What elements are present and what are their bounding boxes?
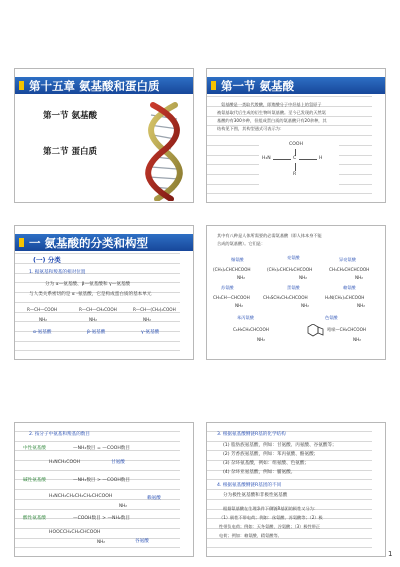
section-title: 第一节 氨基酸 xyxy=(221,78,295,93)
definition-line-4: 结构见下图，其构型通式可表示为： xyxy=(217,126,285,131)
glutamic-label: 谷氨酸 xyxy=(135,539,149,544)
page-number: 1 xyxy=(388,550,393,558)
phenylalanine-formula: C₆H₅CH₂CHCOOH xyxy=(233,327,269,332)
formula-cooh: COOH xyxy=(289,142,303,147)
threonine-amino: NH₂ xyxy=(235,303,243,308)
isoleucine-amino: NH₂ xyxy=(355,275,363,280)
section-item-1: 第一节 氨基酸 xyxy=(43,111,97,121)
r-group-item-2: (2) 芳香族氨基酸，例如：苯丙氨酸、酪氨酸； xyxy=(223,452,319,457)
section-item-2: 第二节 蛋白质 xyxy=(43,147,97,157)
methionine-label: 蛋氨酸 xyxy=(287,285,300,290)
slide-title-bar xyxy=(207,77,385,94)
slide-1[interactable] xyxy=(14,68,194,203)
acidic-rule: —COOH数目 > —NH₂数目 xyxy=(73,516,130,521)
slide-2[interactable] xyxy=(206,68,386,203)
threonine-formula: CH₃CH—CHCOOH xyxy=(213,295,250,300)
isoleucine-label: 异亮氨酸 xyxy=(339,257,356,262)
basic-rule: —NH₂数目 > —COOH数目 xyxy=(73,478,130,483)
glutamic-formula: HOOCCH₂CH₂CHCOOH xyxy=(49,530,101,535)
classification-line-1: 分为 α—氨基酸、β—氨基酸和 γ—氨基酸 xyxy=(45,282,131,287)
acidic-name: 酸性氨基酸 xyxy=(23,516,46,521)
count-heading: 2. 按分子中氨基和羧基的数目 xyxy=(29,432,90,437)
lysine-formula: H₂N(CH₂)₄CHCOOH xyxy=(325,295,365,300)
slide-6[interactable] xyxy=(206,422,386,557)
gamma-structure: R—CH—(CH₂)₂COOH xyxy=(133,307,176,312)
leucine-formula: (CH₃)₂CHCH₂CHCOOH xyxy=(267,267,313,272)
lysine-formula: H₂NCH₂CH₂CH₂CH₂CHCOOH xyxy=(49,494,113,499)
alpha-structure: R—CH—COOH xyxy=(27,307,58,312)
classification-heading: 1. 据氨基和羧基的相对位置 xyxy=(29,270,86,275)
definition-line-1: 氨基酸是一类取代羧酸，即羧酸分子中烃基上的氢原子 xyxy=(221,102,322,107)
slide-title-bar xyxy=(15,234,193,251)
beta-label: β-氨基酸 xyxy=(87,330,106,335)
formula-amino: H₂N xyxy=(262,156,271,161)
polarity-line-4: 电荷；例如：赖氨酸、精氨酸等。 xyxy=(219,533,282,538)
glycine-label: 甘氨酸 xyxy=(111,460,125,465)
leucine-label: 亮氨酸 xyxy=(287,255,300,260)
polarity-heading: 4. 根据氨基酸侧链R基团的不同 xyxy=(217,483,282,488)
gamma-label: γ-氨基酸 xyxy=(141,330,160,335)
chapter-title: 第十五章 氨基酸和蛋白质 xyxy=(29,78,160,93)
definition-line-3: 基酸约有300多种，但组成蛋白质的氨基酸只有20余种，其 xyxy=(217,118,327,123)
beta-amino: NH₂ xyxy=(89,317,97,322)
phenylalanine-label: 苯丙氨酸 xyxy=(237,315,254,320)
r-group-item-1: (1) 脂肪族氨基酸，例如：甘氨酸、丙氨酸、谷氨酸等； xyxy=(223,443,337,448)
valine-formula: (CH₃)₂CHCHCOOH xyxy=(213,267,251,272)
valine-label: 缬氨酸 xyxy=(231,257,244,262)
r-group-item-4: (4) 杂环亚氨基酸，例如：脯氨酸。 xyxy=(223,470,296,475)
definition-line-2: 被氨基取代后生成的衍生物叫氨基酸。至今已发现的天然氨 xyxy=(217,110,326,115)
polarity-line-1: 根据氨基酸在生理条件下侧链R基团的极性又分为： xyxy=(223,506,319,511)
classification-line-2: 与人类关系密切的是 α -氨基酸，它是构成蛋白质的基本单元 xyxy=(29,292,152,297)
formula-center: C xyxy=(293,156,297,161)
indole-ring-icon xyxy=(303,324,325,342)
formula-h: H xyxy=(319,156,323,161)
beta-structure: R—CH—CH₂COOH xyxy=(79,307,117,312)
basic-name: 碱性氨基酸 xyxy=(23,478,46,483)
alpha-label: α-氨基酸 xyxy=(33,330,52,335)
glycine-formula: H₂NCH₂COOH xyxy=(49,460,81,465)
lysine-amino: NH₂ xyxy=(119,503,127,508)
threonine-label: 苏氨酸 xyxy=(221,285,234,290)
ruled-lines xyxy=(15,423,180,557)
lysine-label: 赖氨酸 xyxy=(343,285,356,290)
phenylalanine-amino: NH₂ xyxy=(257,337,265,342)
neutral-rule: —NH₂数目 = —COOH数目 xyxy=(73,446,130,451)
subsection-title: (一) 分类 xyxy=(33,256,61,264)
bond-left xyxy=(273,159,291,160)
leucine-amino: NH₂ xyxy=(299,275,307,280)
bond-bottom xyxy=(295,163,296,171)
neutral-name: 中性氨基酸 xyxy=(23,446,46,451)
slide-3[interactable] xyxy=(14,225,194,360)
r-group-heading: 3. 根据氨基酸侧链R基的化学结构 xyxy=(217,432,286,437)
tryptophan-label: 色氨酸 xyxy=(325,315,338,320)
glutamic-amino: NH₂ xyxy=(97,539,105,544)
tryptophan-formula: 吲哚—CH₂CHCOOH xyxy=(327,327,367,332)
essential-intro-2: 合成的氨基酸）。它们是： xyxy=(217,241,266,246)
gamma-amino: NH₂ xyxy=(143,317,151,322)
tryptophan-amino: NH₂ xyxy=(353,337,361,342)
lysine-label: 赖氨酸 xyxy=(147,496,161,501)
r-group-item-3: (3) 杂环氨基酸，例如：组氨酸、色氨酸； xyxy=(223,461,310,466)
slide-title-bar xyxy=(15,77,193,94)
polarity-subline: 分为极性氨基酸和非极性氨基酸 xyxy=(223,493,288,498)
isoleucine-formula: CH₃CH₂CHCHCOOH xyxy=(329,267,370,272)
methionine-formula: CH₃SCH₂CH₂CHCOOH xyxy=(263,295,308,300)
polarity-line-3: 性带负电荷；例如：天冬氨酸、谷氨酸；（3）极性带正 xyxy=(219,524,321,529)
section-title: 一 氨基酸的分类和构型 xyxy=(29,235,149,250)
valine-amino: NH₂ xyxy=(237,275,245,280)
essential-intro-1: 其中有八种是人体所需要的必需氨基酸（即人体本身不能 xyxy=(217,233,322,238)
alpha-amino: NH₂ xyxy=(39,317,47,322)
bond-right xyxy=(299,159,317,160)
methionine-amino: NH₂ xyxy=(301,303,309,308)
slide-5[interactable] xyxy=(14,422,194,557)
dna-helix-image xyxy=(135,101,193,201)
slide-4[interactable] xyxy=(206,225,386,360)
polarity-line-2: （1）极性不带电荷；例如：丝氨酸、苏氨酸等；（2）极 xyxy=(219,515,323,520)
formula-r: R xyxy=(293,172,297,177)
lysine-amino: NH₂ xyxy=(357,303,365,308)
